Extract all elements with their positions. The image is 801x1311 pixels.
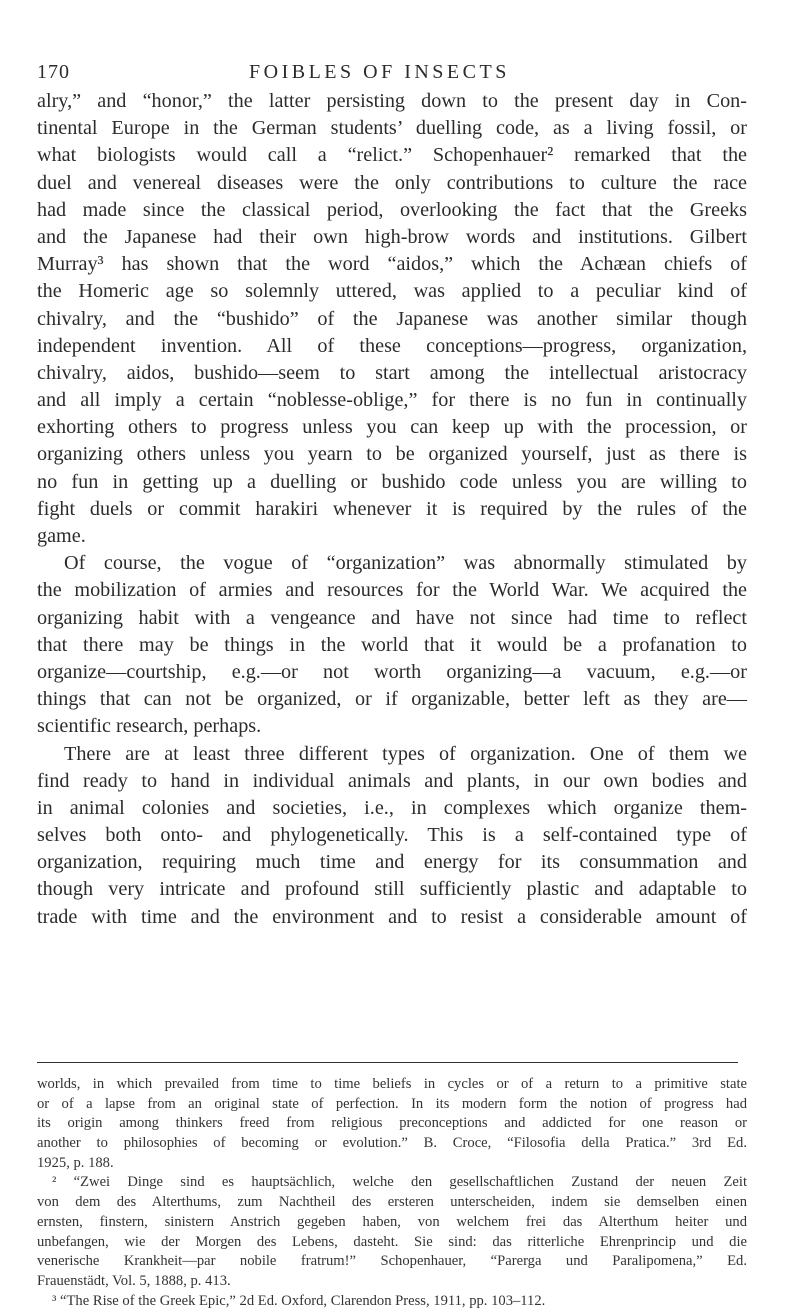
text-line: tinental Europe in the German students’ duelling code, as a living fossil, or xyxy=(37,117,747,140)
text-line: organizing others unless you yearn to be organized yourself, just as there is xyxy=(37,443,747,466)
footnote-line: ³ “The Rise of the Greek Epic,” 2d Ed. Oxford, Clarendon Press, 1911, pp. 103–112. xyxy=(52,1292,546,1309)
text-line: and the Japanese had their own high-brow words and institutions. Gilbert xyxy=(37,225,747,248)
running-head: FOIBLES OF INSECTS xyxy=(249,61,510,83)
text-line: had made since the classical period, overlooking the fact that the Greeks xyxy=(37,198,747,221)
footnote-line: ² “Zwei Dinge sind es hauptsächlich, welche den gesellschaftlichen Zustand der neuen Zeit xyxy=(52,1174,747,1191)
text-line: organize—courtship, e.g.—or not worth organizing—a vacuum, e.g.—or xyxy=(37,660,747,683)
text-line: and all imply a certain “noblesse-oblige,” for there is no fun in continually xyxy=(37,389,747,412)
text-line: find ready to hand in individual animals and plants, in our own bodies and xyxy=(37,769,747,792)
text-line: organizing habit with a vengeance and have not since had time to reflect xyxy=(37,606,747,629)
page-number: 170 xyxy=(37,61,70,83)
footnote-line: venerische Krankheit—par nobile fratrum!” Schopenhauer, “Parerga und Paralipomena,” Ed. xyxy=(37,1253,747,1270)
text-line: things that can not be organized, or if organizable, better left as they are— xyxy=(37,688,747,711)
text-line: exhorting others to progress unless you can keep up with the procession, or xyxy=(37,416,747,439)
text-line: independent invention. All of these conceptions—progress, organization, xyxy=(37,334,747,357)
text-line: duel and venereal diseases were the only contributions to culture the race xyxy=(37,171,747,194)
text-line: in animal colonies and societies, i.e., in complexes which organize them- xyxy=(37,796,747,819)
footnote-divider xyxy=(37,1062,738,1063)
footnote-line: von dem des Alterthums, zum Nachtheil des ersteren unterscheiden, indem sie demselben einen xyxy=(37,1194,747,1211)
page-header xyxy=(37,60,737,84)
text-line: what biologists would call a “relict.” Schopenhauer² remarked that the xyxy=(37,144,747,167)
text-line: scientific research, perhaps. xyxy=(37,715,262,738)
text-line: game. xyxy=(37,525,86,547)
text-line: fight duels or commit harakiri whenever it is required by the rules of the xyxy=(37,497,747,520)
text-line: no fun in getting up a duelling or bushido code unless you are willing to xyxy=(37,470,747,493)
text-line: Of course, the vogue of “organization” was abnormally stimulated by xyxy=(64,552,747,575)
text-line: though very intricate and profound still sufficiently plastic and adaptable to xyxy=(37,878,747,901)
main-text xyxy=(37,88,747,931)
text-line: chivalry, aidos, bushido—seem to start among the intellectual aristocracy xyxy=(37,361,747,384)
text-line: organization, requiring much time and energy for its consummation and xyxy=(37,851,747,874)
footnote-line: Frauenstädt, Vol. 5, 1888, p. 413. xyxy=(37,1272,231,1289)
footnote-line: unbefangen, wie der Morgen des Lebens, dasteht. Sie sind: das ritterliche Ehrenprincip und die xyxy=(37,1233,747,1250)
text-line: that there may be things in the world that it would be a profanation to xyxy=(37,633,747,656)
text-line: the mobilization of armies and resources for the World War. We acquired the xyxy=(37,579,747,602)
text-line: alry,” and “honor,” the latter persisting down to the present day in Con- xyxy=(37,90,747,112)
footnote-line: worlds, in which prevailed from time to time beliefs in cycles or of a return to a primitive state xyxy=(37,1076,747,1092)
text-line: chivalry, and the “bushido” of the Japanese was another similar though xyxy=(37,307,747,330)
footnote-line: another to philosophies of becoming or evolution.” B. Croce, “Filosofia della Pratica.” 3rd Ed. xyxy=(37,1135,747,1152)
text-line: the Homeric age so solemnly uttered, was applied to a peculiar kind of xyxy=(37,280,747,303)
text-line: trade with time and the environment and to resist a considerable amount of xyxy=(37,905,747,928)
footnote-line: ernsten, finstern, sinistern Anstrich gegeben haben, von welchem frei das Alterthum heiter und xyxy=(37,1213,747,1230)
footnotes xyxy=(37,1075,747,1311)
footnote-line: 1925, p. 188. xyxy=(37,1154,114,1171)
footnote-line: its origin among thinkers freed from religious preconceptions and addicted for one reason or xyxy=(37,1115,747,1132)
text-line: Murray³ has shown that the word “aidos,” which the Achæan chiefs of xyxy=(37,253,747,276)
text-line: selves both onto- and phylogenetically. This is a self-contained type of xyxy=(37,824,747,847)
text-line: There are at least three different types of organization. One of them we xyxy=(64,742,747,765)
footnote-line: or of a lapse from an original state of perfection. In its modern form the notion of progress had xyxy=(37,1095,747,1112)
